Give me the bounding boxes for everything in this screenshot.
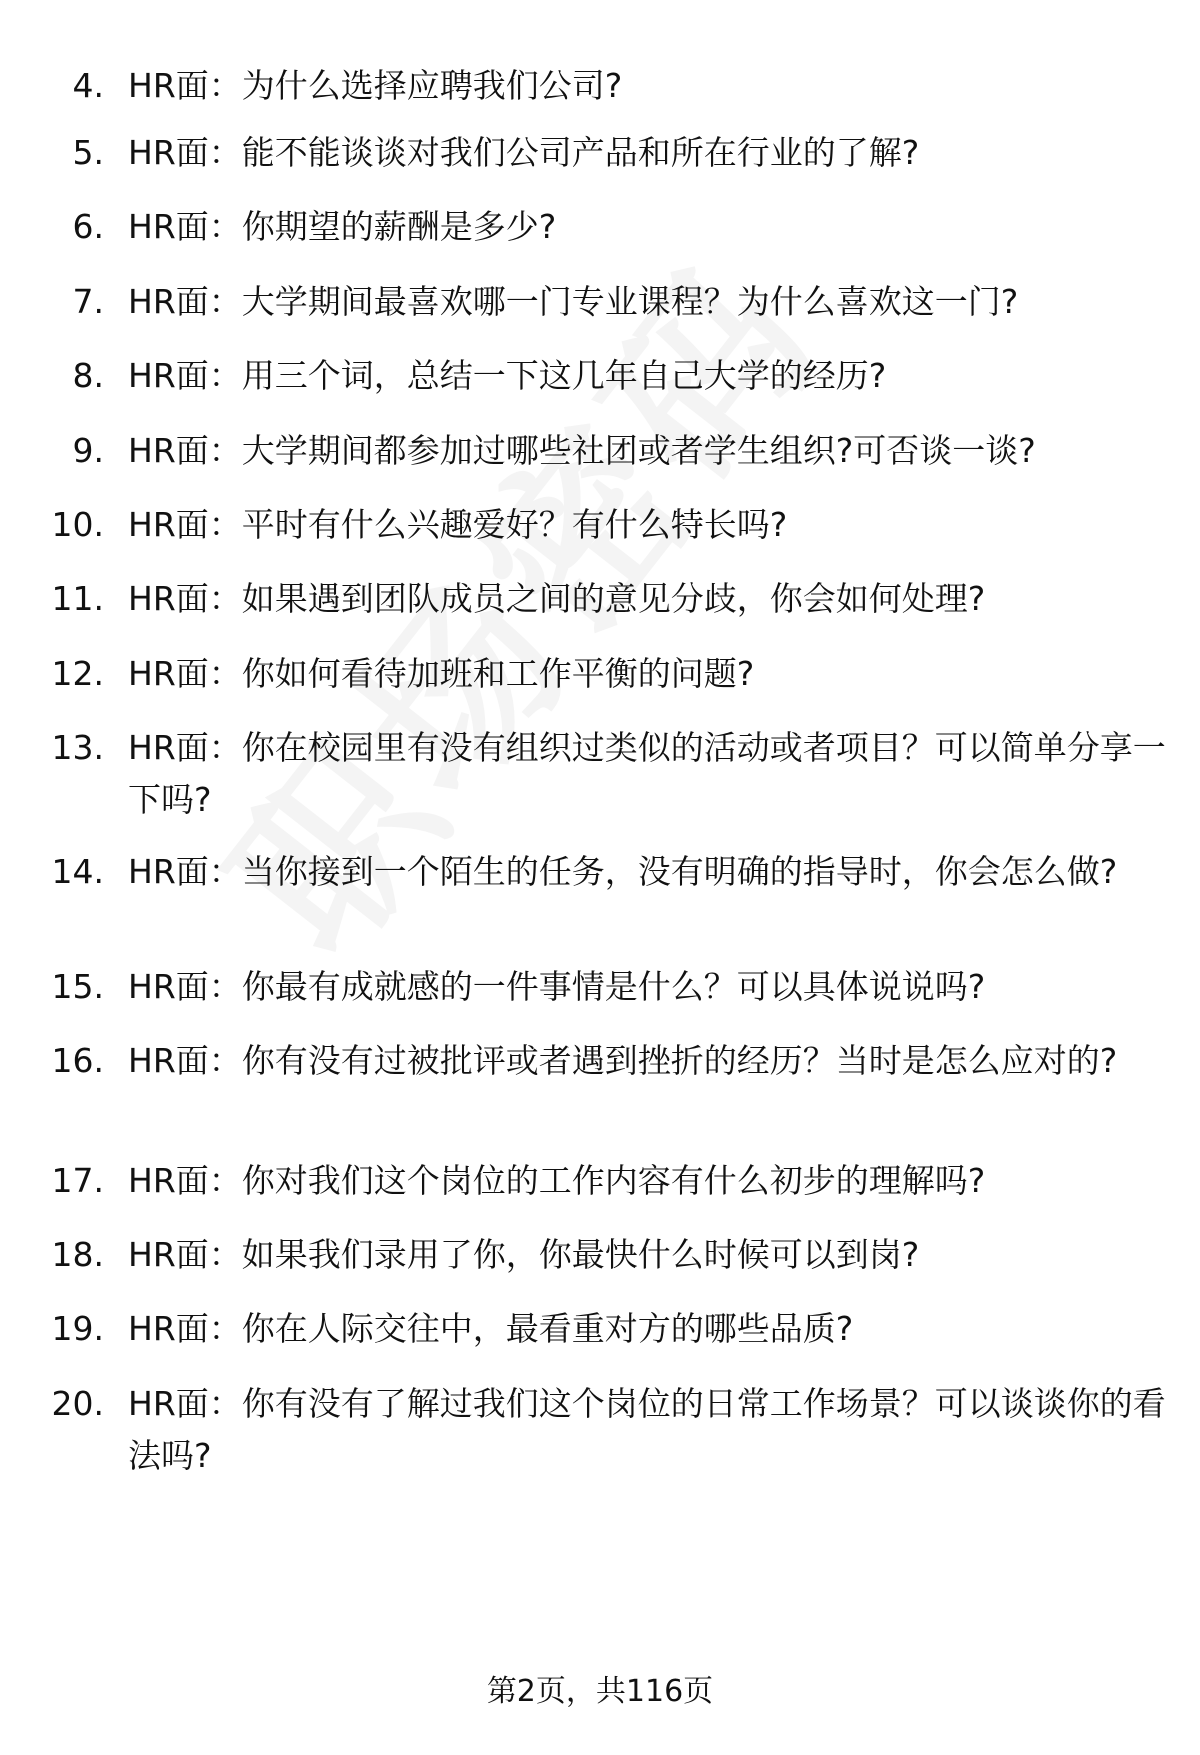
question-text: HR面：你在人际交往中，最看重对方的哪些品质?	[128, 1309, 854, 1348]
question-text: HR面：你在校园里有没有组织过类似的活动或者项目？可以简单分享一下吗?	[128, 728, 1166, 819]
question-text: HR面：为什么选择应聘我们公司?	[128, 66, 623, 105]
question-number: 4.	[72, 66, 104, 105]
page-indicator: 第2页，共116页	[486, 1674, 714, 1709]
question-text: HR面：你期望的薪酬是多少?	[128, 207, 557, 246]
question-number: 18.	[51, 1235, 104, 1274]
question-text: HR面：用三个词，总结一下这几年自己大学的经历?	[128, 356, 887, 395]
question-number: 7.	[72, 282, 104, 321]
question-number: 5.	[72, 133, 104, 172]
question-text: HR面：如果遇到团队成员之间的意见分歧，你会如何处理?	[128, 579, 986, 618]
question-number: 13.	[51, 728, 104, 767]
question-text: HR面：你有没有了解过我们这个岗位的日常工作场景？可以谈谈你的看法吗?	[128, 1384, 1166, 1475]
question-number: 6.	[72, 207, 104, 246]
question-text: HR面：如果我们录用了你，你最快什么时候可以到岗?	[128, 1235, 920, 1274]
question-text: HR面：大学期间都参加过哪些社团或者学生组织?可否谈一谈?	[128, 431, 1036, 470]
question-text: HR面：平时有什么兴趣爱好？有什么特长吗?	[128, 505, 788, 544]
question-number: 11.	[51, 579, 104, 618]
question-text: HR面：你对我们这个岗位的工作内容有什么初步的理解吗?	[128, 1161, 986, 1200]
question-number: 15.	[51, 967, 104, 1006]
question-text: HR面：大学期间最喜欢哪一门专业课程？为什么喜欢这一门?	[128, 282, 1019, 321]
question-number: 9.	[72, 431, 104, 470]
question-text: HR面：你有没有过被批评或者遇到挫折的经历？当时是怎么应对的?	[128, 1041, 1118, 1080]
question-number: 20.	[51, 1384, 104, 1423]
question-number: 14.	[51, 852, 104, 891]
question-text: HR面：当你接到一个陌生的任务，没有明确的指导时，你会怎么做?	[128, 852, 1118, 891]
question-number: 19.	[51, 1309, 104, 1348]
question-text: HR面：你如何看待加班和工作平衡的问题?	[128, 654, 755, 693]
question-text: HR面：能不能谈谈对我们公司产品和所在行业的了解?	[128, 133, 920, 172]
question-number: 12.	[51, 654, 104, 693]
question-text: HR面：你最有成就感的一件事情是什么？可以具体说说吗?	[128, 967, 986, 1006]
question-number: 16.	[51, 1041, 104, 1080]
question-number: 8.	[72, 356, 104, 395]
question-number: 17.	[51, 1161, 104, 1200]
question-number: 10.	[51, 505, 104, 544]
